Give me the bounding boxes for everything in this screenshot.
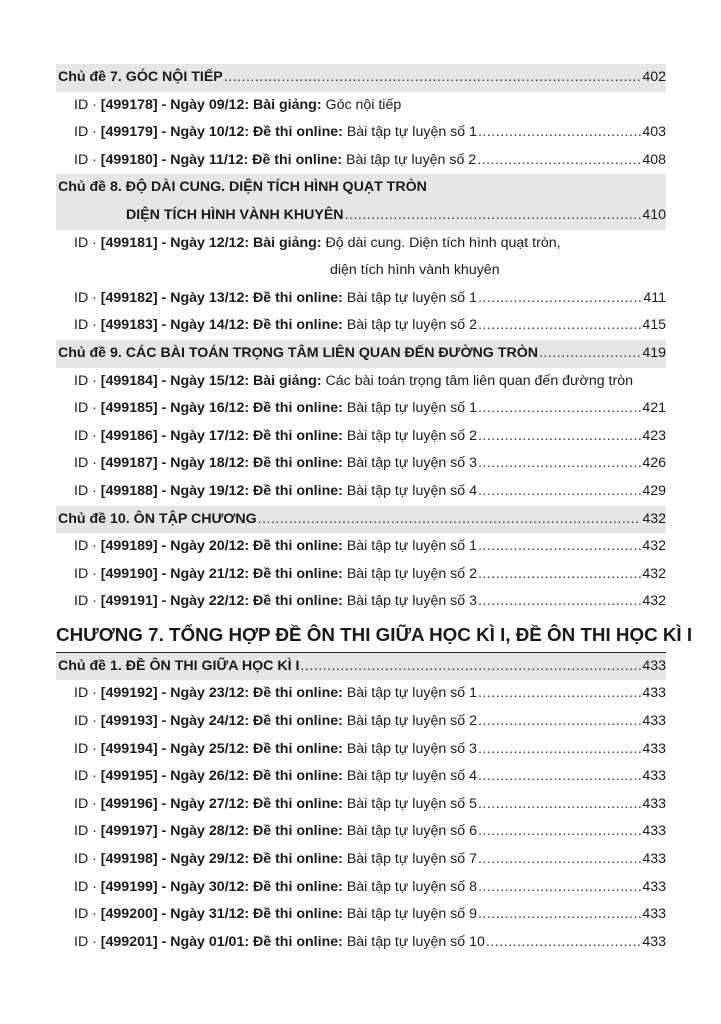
entry-id-prefix: ID · [74,151,101,168]
entry-label [74,763,477,791]
dot-leader [478,680,641,708]
page-number: 432 [642,565,666,582]
entry-title-line2: diện tích hình vành khuyên [330,262,500,279]
entry-id-meta: [499199] - Ngày 30/12: Đề thi online: [100,878,343,895]
toc-entry[interactable] [56,818,666,846]
entry-label [74,588,477,616]
entry-label [74,901,477,929]
entry-id-prefix: ID · [74,878,101,895]
dot-leader [478,478,641,506]
page-number: 402 [642,69,666,85]
dot-leader [478,818,641,846]
page-number: 426 [642,455,666,472]
dot-leader [486,929,641,957]
entry-label [74,736,477,764]
page-number: 408 [642,151,666,168]
entry-title: Bài tập tự luyện số 2 [346,151,477,168]
entry-id-meta: [499181] - Ngày 12/12: Bài giảng: [100,234,322,251]
page-number: 433 [642,768,666,785]
page-number: 433 [642,740,666,757]
entry-label [74,423,477,451]
page-number: 433 [642,823,666,840]
topic-title: Chủ đề 10. ÔN TẬP CHƯƠNG [58,510,257,527]
entry-id-meta: [499184] - Ngày 15/12: Bài giảng: [100,372,322,389]
entry-title: Góc nội tiếp [325,96,402,113]
entry-id-prefix: ID · [74,906,101,923]
page-number: 429 [642,482,666,499]
entry-label [74,119,477,147]
toc-entry[interactable] [56,708,666,736]
dot-leader [478,736,641,764]
entry-id-prefix: ID · [74,851,101,868]
topic-title: Chủ đề 1. ĐỀ ÔN THI GIỮA HỌC KÌ I [58,657,300,674]
dot-leader [478,846,641,874]
entry-id-meta: [499183] - Ngày 14/12: Đề thi online: [100,317,343,334]
entry-id-meta: [499185] - Ngày 16/12: Đề thi online: [100,400,343,417]
entry-id-prefix: ID · [74,289,101,306]
entry-label [74,680,477,708]
entry-id-prefix: ID · [74,740,101,757]
entry-id-meta: [499189] - Ngày 20/12: Đề thi online: [100,538,343,555]
entry-title: Bài tập tự luyện số 3 [346,455,477,472]
dot-leader [478,423,641,451]
page-number: 433 [642,713,666,730]
entry-label [74,791,477,819]
dot-leader [300,653,641,681]
topic-heading[interactable] [56,340,666,368]
dot-leader [478,763,641,791]
dot-leader [539,340,641,368]
page-number: 432 [642,538,666,555]
dot-leader [258,506,642,534]
toc-entry[interactable] [56,680,666,708]
dot-leader [478,791,641,819]
dot-leader [478,708,641,736]
topic-title: Chủ đề 7. GÓC NỘI TIẾP [58,69,223,85]
page-number: 433 [642,878,666,895]
entry-id-prefix: ID · [74,427,101,444]
dot-leader [478,119,641,147]
dot-leader [478,450,641,478]
entry-id-prefix: ID · [74,234,101,251]
entry-title: Bài tập tự luyện số 5 [346,795,477,812]
page-number: 403 [642,124,666,141]
toc-entry[interactable] [56,450,666,478]
entry-id-meta: [499180] - Ngày 11/12: Đề thi online: [100,151,343,168]
entry-label [74,368,633,396]
entry-label [74,285,477,313]
entry-title: Bài tập tự luyện số 1 [346,124,477,141]
page-number: 433 [642,906,666,923]
entry-id-prefix: ID · [74,538,101,555]
entry-id-prefix: ID · [74,823,101,840]
entry-title: Bài tập tự luyện số 3 [346,740,477,757]
entry-label [74,846,477,874]
toc-entry[interactable] [56,874,666,902]
entry-label [74,874,477,902]
entry-id-prefix: ID · [74,124,101,141]
toc-entry[interactable] [56,929,666,957]
entry-label [74,561,477,589]
entry-id-prefix: ID · [74,565,101,582]
toc-entry[interactable] [56,901,666,929]
topic-heading[interactable] [56,506,666,534]
toc-entry-continued [56,257,666,285]
entry-label [74,533,477,561]
entry-title: Bài tập tự luyện số 1 [346,289,477,306]
dot-leader [478,533,641,561]
toc-entry[interactable] [56,846,666,874]
toc-entry[interactable] [56,119,666,147]
entry-id-meta: [499192] - Ngày 23/12: Đề thi online: [100,685,343,702]
toc-entry[interactable] [56,791,666,819]
toc-entry[interactable] [56,285,666,313]
entry-label [74,395,477,423]
page-number: 432 [642,593,666,610]
entry-id-meta: [499194] - Ngày 25/12: Đề thi online: [100,740,343,757]
topic-title-line2: DIỆN TÍCH HÌNH VÀNH KHUYÊN [126,206,344,223]
entry-title: Bài tập tự luyện số 6 [346,823,477,840]
entry-id-meta: [499197] - Ngày 28/12: Đề thi online: [100,823,343,840]
entry-id-prefix: ID · [74,768,101,785]
topic-heading[interactable] [56,64,666,92]
entry-id-meta: [499178] - Ngày 09/12: Bài giảng: [100,96,322,113]
entry-title: Bài tập tự luyện số 1 [346,685,477,702]
entry-label [74,312,477,340]
entry-title: Độ dài cung. Diện tích hình quạt tròn, [325,234,561,251]
entry-label [74,929,485,957]
toc-entry[interactable] [56,423,666,451]
page-number: 419 [642,344,666,361]
page-number: 433 [642,851,666,868]
page-number: 433 [642,657,666,674]
dot-leader [478,312,641,340]
entry-label [74,230,561,258]
entry-id-prefix: ID · [74,96,101,113]
entry-id-prefix: ID · [74,933,101,950]
entry-label [74,818,477,846]
toc-entry[interactable] [56,588,666,616]
topic-heading-continued[interactable] [56,202,666,230]
dot-leader [478,588,641,616]
entry-label [74,478,477,506]
dot-leader [478,395,641,423]
dot-leader [478,561,641,589]
toc-entry[interactable] [56,230,666,258]
page-number: 410 [642,206,666,223]
entry-title: Bài tập tự luyện số 10 [346,933,485,950]
entry-id-prefix: ID · [74,317,101,334]
toc-entry[interactable] [56,312,666,340]
entry-id-prefix: ID · [74,455,101,472]
entry-title: Bài tập tự luyện số 2 [346,713,477,730]
entry-id-prefix: ID · [74,400,101,417]
entry-title: Bài tập tự luyện số 2 [346,565,477,582]
toc-entry[interactable] [56,147,666,175]
entry-id-prefix: ID · [74,482,101,499]
entry-label [74,450,477,478]
entry-title: Bài tập tự luyện số 1 [346,538,477,555]
entry-id-meta: [499200] - Ngày 31/12: Đề thi online: [100,906,343,923]
toc-entry[interactable] [56,368,666,396]
dot-leader [477,147,641,175]
entry-title: Bài tập tự luyện số 4 [346,768,477,785]
page-number: 433 [642,685,666,702]
entry-id-prefix: ID · [74,713,101,730]
dot-leader [478,285,642,313]
entry-id-meta: [499182] - Ngày 13/12: Đề thi online: [100,289,343,306]
toc-entry[interactable] [56,736,666,764]
entry-title: Các bài toán trọng tâm liên quan đến đường tròn [325,372,634,389]
entry-id-meta: [499190] - Ngày 21/12: Đề thi online: [100,565,343,582]
entry-title: Bài tập tự luyện số 8 [346,878,477,895]
entry-id-meta: [499179] - Ngày 10/12: Đề thi online: [100,124,343,141]
entry-label [74,147,476,175]
page-number: 432 [642,510,666,527]
entry-id-meta: [499196] - Ngày 27/12: Đề thi online: [100,795,343,812]
entry-label [74,708,477,736]
topic-heading[interactable] [56,653,666,681]
toc-entry[interactable] [56,561,666,589]
page-number: 433 [642,795,666,812]
topic-heading[interactable] [56,174,666,202]
page-number: 423 [642,427,666,444]
table-of-contents [56,64,693,956]
entry-id-meta: [499201] - Ngày 01/01: Đề thi online: [100,933,343,950]
entry-title: Bài tập tự luyện số 7 [346,851,477,868]
topic-title: Chủ đề 9. CÁC BÀI TOÁN TRỌNG TÂM LIÊN QUAN ĐẾN ĐƯỜNG TRÒN [58,344,538,361]
entry-id-meta: [499193] - Ngày 24/12: Đề thi online: [100,713,343,730]
entry-id-meta: [499198] - Ngày 29/12: Đề thi online: [100,851,343,868]
dot-leader [224,64,642,92]
page-number: 433 [642,933,666,950]
chapter-heading: CHƯƠNG 7. TỔNG HỢP ĐỀ ÔN THI GIỮA HỌC KÌ I, ĐỀ ÔN THI HỌC KÌ I [56,622,666,653]
entry-id-prefix: ID · [74,685,101,702]
dot-leader [478,901,641,929]
toc-entry[interactable] [56,533,666,561]
page-number: 415 [642,317,666,334]
topic-title: Chủ đề 8. ĐỘ DÀI CUNG. DIỆN TÍCH HÌNH QUẠT TRÒN [58,179,427,196]
page-number: 411 [643,289,666,306]
entry-label [74,92,401,120]
toc-entry[interactable] [56,763,666,791]
entry-id-meta: [499191] - Ngày 22/12: Đề thi online: [100,593,343,610]
toc-entry[interactable] [56,478,666,506]
entry-id-prefix: ID · [74,372,101,389]
entry-title: Bài tập tự luyện số 4 [346,482,477,499]
entry-title: Bài tập tự luyện số 1 [346,400,477,417]
entry-title: Bài tập tự luyện số 2 [346,427,477,444]
entry-title: Bài tập tự luyện số 3 [346,593,477,610]
toc-entry[interactable] [56,92,666,120]
entry-id-meta: [499188] - Ngày 19/12: Đề thi online: [100,482,343,499]
entry-id-prefix: ID · [74,593,101,610]
entry-id-meta: [499195] - Ngày 26/12: Đề thi online: [100,768,343,785]
dot-leader [478,874,641,902]
entry-title: Bài tập tự luyện số 2 [346,317,477,334]
entry-id-meta: [499187] - Ngày 18/12: Đề thi online: [100,455,343,472]
entry-id-prefix: ID · [74,795,101,812]
dot-leader [345,202,642,230]
page-number: 421 [642,400,666,417]
entry-id-meta: [499186] - Ngày 17/12: Đề thi online: [100,427,343,444]
toc-entry[interactable] [56,395,666,423]
entry-title: Bài tập tự luyện số 9 [346,906,477,923]
